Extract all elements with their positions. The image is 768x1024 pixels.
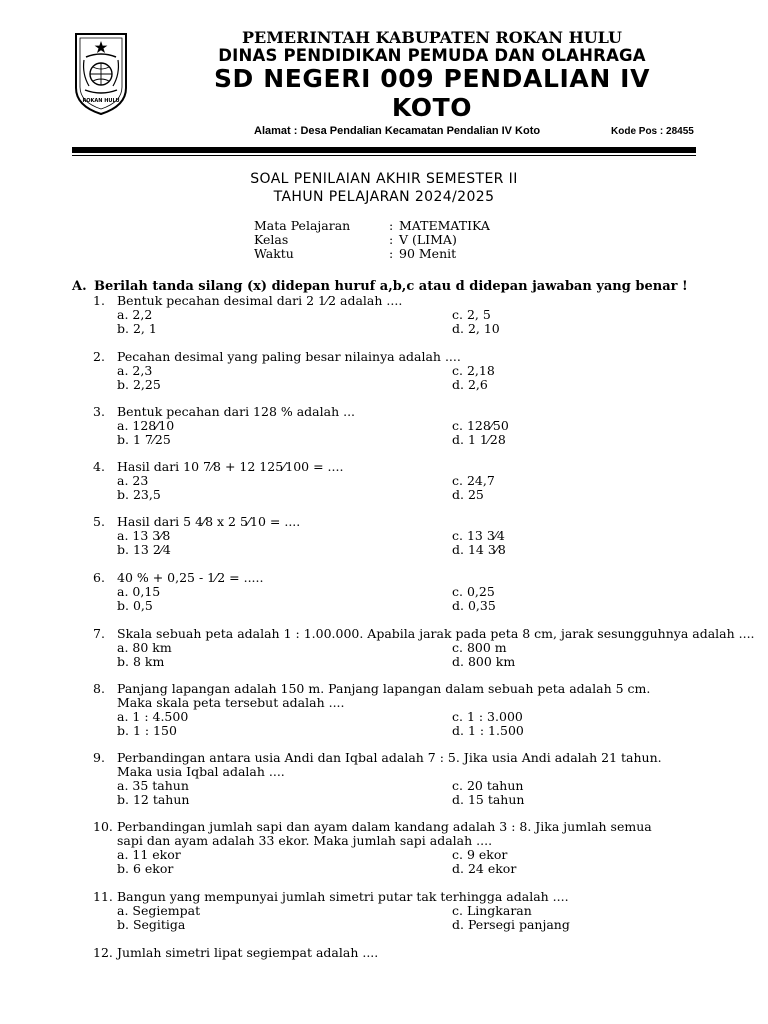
question-number: 10. (93, 819, 113, 834)
question-number: 3. (93, 404, 105, 419)
option-a[interactable]: a. 13 3⁄8 (117, 528, 171, 543)
question-text: Bentuk pecahan desimal dari 2 1⁄2 adalah .... (117, 293, 403, 308)
logo-text: ROKAN HULU (82, 98, 120, 104)
question-number: 7. (93, 626, 105, 641)
government-name: PEMERINTAH KABUPATEN ROKAN HULU (241, 28, 623, 47)
postal-code: Kode Pos : 28455 (611, 126, 694, 137)
option-c[interactable]: c. 13 3⁄4 (452, 528, 505, 543)
question-number: 12. (93, 945, 113, 960)
option-d[interactable]: d. 800 km (452, 654, 516, 669)
info-label: Kelas (254, 232, 289, 247)
info-colon: : (389, 232, 394, 247)
option-c[interactable]: c. 9 ekor (452, 847, 508, 862)
question-text: Panjang lapangan adalah 150 m. Panjang lapangan dalam sebuah peta adalah 5 cm. Maka skala peta tersebut adalah .... (117, 681, 651, 710)
option-b[interactable]: b. 1 : 150 (117, 723, 177, 738)
question-number: 6. (93, 570, 105, 585)
option-d[interactable]: d. Persegi panjang (452, 917, 570, 932)
question-text: Bentuk pecahan dari 128 % adalah ... (117, 404, 356, 419)
option-b[interactable]: b. 6 ekor (117, 861, 174, 876)
option-a[interactable]: a. 2,3 (117, 363, 153, 378)
option-b[interactable]: b. 23,5 (117, 487, 161, 502)
question-text: 40 % + 0,25 - 1⁄2 = ..... (117, 570, 264, 585)
info-value: 90 Menit (399, 246, 457, 261)
option-a[interactable]: a. 80 km (117, 640, 172, 655)
question-text: Hasil dari 5 4⁄8 x 2 5⁄10 = .... (117, 514, 301, 529)
info-value: V (LIMA) (399, 232, 457, 247)
question-text: Hasil dari 10 7⁄8 + 12 125⁄100 = .... (117, 459, 344, 474)
question-text: Perbandingan jumlah sapi dan ayam dalam kandang adalah 3 : 8. Jika jumlah semua sapi dan ayam adalah 33 ekor. Maka jumlah sapi adalah .... (117, 819, 652, 848)
option-b[interactable]: b. 1 7⁄25 (117, 432, 171, 447)
option-b[interactable]: b. 2, 1 (117, 321, 157, 336)
option-d[interactable]: d. 2, 10 (452, 321, 500, 336)
option-a[interactable]: a. 23 (117, 473, 149, 488)
option-a[interactable]: a. 2,2 (117, 307, 153, 322)
option-c[interactable]: c. 0,25 (452, 584, 495, 599)
question-text: Bangun yang mempunyai jumlah simetri putar tak terhingga adalah .... (117, 889, 569, 904)
option-a[interactable]: a. 11 ekor (117, 847, 181, 862)
question-number: 1. (93, 293, 105, 308)
option-c[interactable]: c. 24,7 (452, 473, 495, 488)
question-text: Pecahan desimal yang paling besar nilainya adalah .... (117, 349, 461, 364)
department-name: DINAS PENDIDIKAN PEMUDA DAN OLAHRAGA (218, 46, 646, 65)
info-value: MATEMATIKA (399, 218, 490, 233)
option-b[interactable]: b. 8 km (117, 654, 165, 669)
question-number: 8. (93, 681, 105, 696)
option-c[interactable]: c. 800 m (452, 640, 507, 655)
info-colon: : (389, 246, 394, 261)
section-instruction: Berilah tanda silang (x) didepan huruf a,b,c atau d didepan jawaban yang benar ! (94, 279, 688, 294)
option-b[interactable]: b. 0,5 (117, 598, 153, 613)
question-text: Perbandingan antara usia Andi dan Iqbal adalah 7 : 5. Jika usia Andi adalah 21 tahun. Maka usia Iqbal adalah .... (117, 750, 662, 779)
option-c[interactable]: c. 2,18 (452, 363, 495, 378)
school-name-line2: KOTO (391, 93, 473, 122)
question-number: 9. (93, 750, 105, 765)
question-number: 11. (93, 889, 113, 904)
option-d[interactable]: d. 2,6 (452, 377, 488, 392)
option-d[interactable]: d. 25 (452, 487, 484, 502)
option-d[interactable]: d. 1 1⁄28 (452, 432, 506, 447)
info-colon: : (389, 218, 394, 233)
option-d[interactable]: d. 15 tahun (452, 792, 525, 807)
question-number: 2. (93, 349, 105, 364)
option-c[interactable]: c. 20 tahun (452, 778, 524, 793)
option-c[interactable]: c. 2, 5 (452, 307, 491, 322)
option-a[interactable]: a. 35 tahun (117, 778, 189, 793)
section-letter: A. (72, 279, 87, 294)
school-name-line1: SD NEGERI 009 PENDALIAN IV (213, 64, 651, 93)
info-label: Waktu (254, 246, 294, 261)
school-address: Alamat : Desa Pendalian Kecamatan Pendalian IV Koto (254, 125, 541, 137)
option-a[interactable]: a. 128⁄10 (117, 418, 175, 433)
option-a[interactable]: a. Segiempat (117, 903, 201, 918)
question-number: 4. (93, 459, 105, 474)
info-label: Mata Pelajaran (254, 218, 351, 233)
option-d[interactable]: d. 14 3⁄8 (452, 542, 506, 557)
option-d[interactable]: d. 1 : 1.500 (452, 723, 524, 738)
option-a[interactable]: a. 1 : 4.500 (117, 709, 189, 724)
option-c[interactable]: c. Lingkaran (452, 903, 532, 918)
option-b[interactable]: b. 13 2⁄4 (117, 542, 171, 557)
question-text: Skala sebuah peta adalah 1 : 1.00.000. Apabila jarak pada peta 8 cm, jarak sesungguhnya adalah .... (117, 626, 755, 641)
option-c[interactable]: c. 128⁄50 (452, 418, 509, 433)
option-d[interactable]: d. 24 ekor (452, 861, 517, 876)
question-text: Jumlah simetri lipat segiempat adalah .... (117, 945, 379, 960)
exam-title-line2: TAHUN PELAJARAN 2024/2025 (273, 189, 495, 205)
option-c[interactable]: c. 1 : 3.000 (452, 709, 523, 724)
option-d[interactable]: d. 0,35 (452, 598, 496, 613)
option-b[interactable]: b. 2,25 (117, 377, 161, 392)
option-a[interactable]: a. 0,15 (117, 584, 161, 599)
option-b[interactable]: b. Segitiga (117, 917, 186, 932)
option-b[interactable]: b. 12 tahun (117, 792, 190, 807)
question-number: 5. (93, 514, 105, 529)
exam-title-line1: SOAL PENILAIAN AKHIR SEMESTER II (250, 171, 518, 187)
